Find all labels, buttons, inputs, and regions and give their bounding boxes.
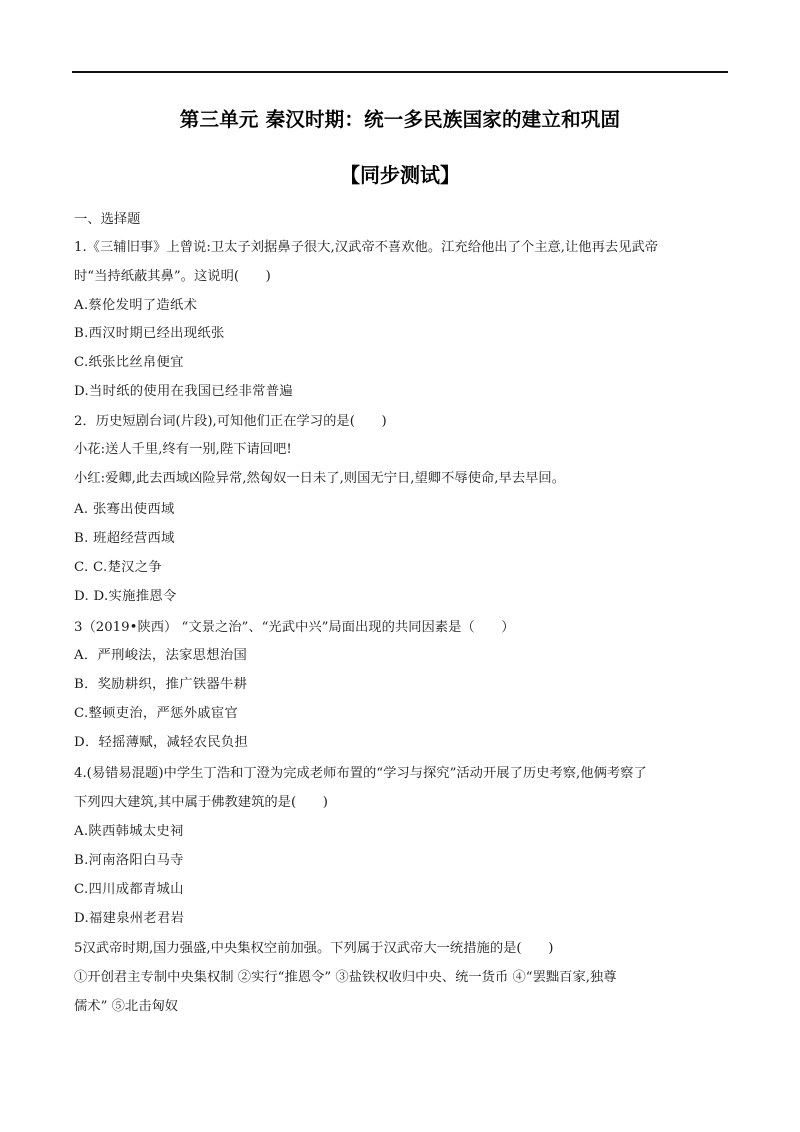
question-3-option-b: B．奖励耕织，推广铁器牛耕 bbox=[74, 677, 248, 692]
question-1-stem-line-1: 1.《三辅旧事》上曾说:卫太子刘据鼻子很大,汉武帝不喜欢他。江充给他出了个主意,让他再去见武帝 bbox=[74, 240, 659, 255]
question-3-option-d: D．轻摇薄赋，减轻农民负担 bbox=[74, 735, 249, 750]
question-2-stem-line-3: 小红:爱卿,此去西域凶险异常,然匈奴一日未了,则国无宁日,望卿不辱使命,早去早回。 bbox=[74, 471, 566, 486]
question-4-option-a: A.陕西韩城太史祠 bbox=[74, 824, 184, 839]
question-2-option-a: A. 张骞出使西域 bbox=[74, 502, 175, 517]
question-1-stem-line-2: 时“当持纸蔽其鼻”。这说明( ) bbox=[74, 269, 271, 284]
question-3-stem-line-1: 3（2019•陕西） “文景之治”、“光武中兴”局面出现的共同因素是（ ） bbox=[74, 620, 515, 635]
question-2-option-b: B. 班超经营西域 bbox=[74, 531, 175, 546]
sync-test-title: 【同步测试】 bbox=[340, 163, 460, 187]
question-2-option-d: D. D.实施推恩令 bbox=[74, 589, 177, 604]
question-4-option-d: D.福建泉州老君岩 bbox=[74, 911, 185, 926]
question-4-stem-line-1: 4.(易错易混题)中学生丁浩和丁澄为完成老师布置的“学习与探究”活动开展了历史考察,他俩考察了 bbox=[74, 766, 647, 781]
question-1-option-d: D.当时纸的使用在我国已经非常普遍 bbox=[74, 384, 293, 399]
unit-title: 第三单元 秦汉时期：统一多民族国家的建立和巩固 bbox=[179, 108, 621, 131]
question-3-option-c: C.整顿吏治，严惩外戚宦官 bbox=[74, 706, 239, 721]
question-5-stem-line-1: 5汉武帝时期,国力强盛,中央集权空前加强。下列属于汉武帝大一统措施的是( ) bbox=[74, 941, 554, 956]
question-1-option-b: B.西汉时期已经出现纸张 bbox=[74, 326, 225, 341]
section-heading: 一、选择题 bbox=[74, 212, 141, 227]
question-1-option-a: A.蔡伦发明了造纸术 bbox=[74, 298, 198, 313]
question-5-stem-line-3: 儒术” ⑤北击匈奴 bbox=[74, 999, 179, 1014]
question-2-option-c: C. C.楚汉之争 bbox=[74, 560, 162, 575]
question-4-option-c: C.四川成都青城山 bbox=[74, 882, 184, 897]
question-4-option-b: B.河南洛阳白马寺 bbox=[74, 853, 184, 868]
question-2-stem-line-2: 小花:送人千里,终有一别,陛下请回吧! bbox=[74, 442, 292, 457]
question-5-stem-line-2: ①开创君主专制中央集权制 ②实行“推恩令” ③盐铁权收归中央、统一货币 ④“罢黜百家,独尊 bbox=[74, 970, 617, 985]
question-3-option-a: A．严刑峻法，法家思想治国 bbox=[74, 648, 248, 663]
question-4-stem-line-2: 下列四大建筑,其中属于佛教建筑的是( ) bbox=[74, 795, 328, 810]
question-1-option-c: C.纸张比丝帛便宜 bbox=[74, 355, 184, 370]
question-2-stem-line-1: 2．历史短剧台词(片段),可知他们正在学习的是( ) bbox=[74, 414, 387, 429]
header-rule bbox=[72, 71, 728, 73]
